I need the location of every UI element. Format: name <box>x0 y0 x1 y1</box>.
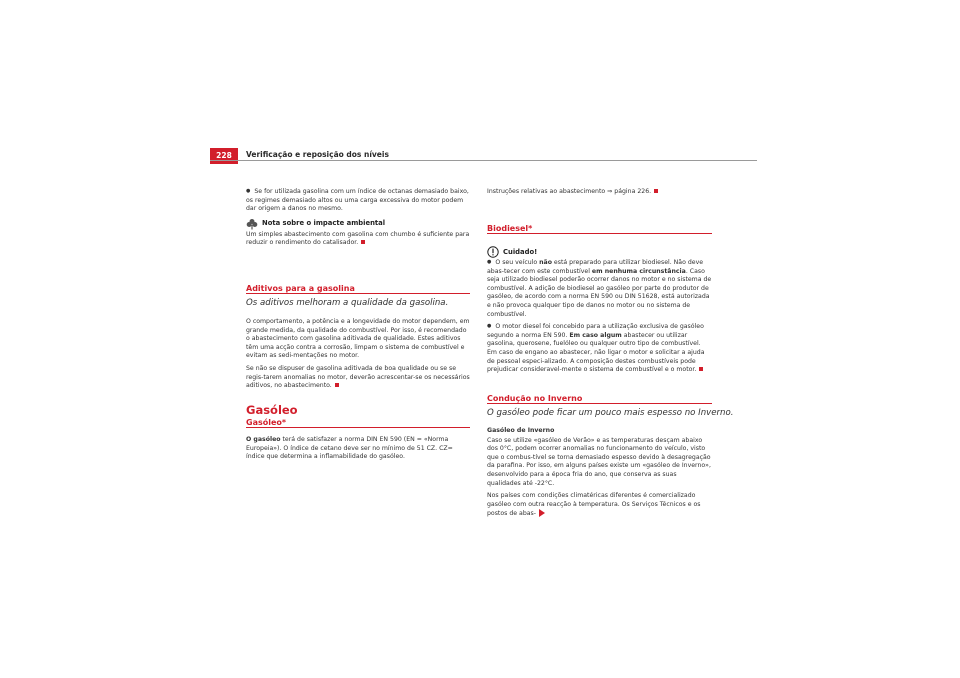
section-rule <box>487 233 712 234</box>
caution-bullet-2: ● O motor diesel foi concebido para a utilização exclusiva de gasóleo segundo a norma EN 590. Em caso algum abastecer ou utilizar gasolina, querosene, fuelóleo ou qualquer outro tipo de combustível. Em caso de engano ao abastecer, não ligar o motor e solicitar a ajuda de pessoal especi-alizado. A composição destes combustíveis pode prejudicar consideravel-mente o sistema de combustível e o motor. <box>487 323 712 375</box>
additives-body <box>246 318 470 395</box>
caution-bullet-1: ● O seu veículo não está preparado para utilizar biodiesel. Não deve abas-tecer com este combustível em nenhuma circunstância. Caso seja utilizado biodiesel poderão ocorrer danos no motor e no sistema de combustível. A adição de biodiesel ao gasóleo por parte do produtor de gasóleo, de acordo com a norma EN 590 ou DIN 51628, está autorizada e não provoca qualquer tipo de danos no motor ou no sistema de combustível. <box>487 259 712 319</box>
winter-subtitle: O gasóleo pode ficar um pouco mais espesso no Inverno. <box>487 408 734 418</box>
header-rule <box>210 160 757 161</box>
env-note-title: Nota sobre o impacte ambiental <box>262 219 386 228</box>
section-rule <box>246 293 470 294</box>
winter-title: Condução no Inverno <box>487 394 583 403</box>
caution-title: Cuidado! <box>503 247 538 256</box>
left-column <box>246 188 470 252</box>
caution-block <box>487 244 712 379</box>
additives-subtitle: Os aditivos melhoram a qualidade da gasolina. <box>246 298 449 308</box>
bullet-low-octane: ● Se for utilizada gasolina com um índice de octanas demasiado baixo, os regimes demasiado altos ou uma carga excessiva do motor podem dar origem a danos no mesmo. <box>246 188 470 214</box>
section-rule <box>487 403 712 404</box>
additives-title: Aditivos para a gasolina <box>246 284 355 293</box>
end-marker <box>361 240 365 244</box>
winter-body <box>487 427 712 523</box>
caution-exclamation-icon <box>487 246 499 258</box>
gasoleo-subtitle: Gasóleo* <box>246 418 287 427</box>
gasoleo-title: Gasóleo <box>246 403 298 417</box>
env-note-heading <box>246 218 470 230</box>
end-marker <box>335 383 339 387</box>
caution-heading <box>487 246 712 258</box>
biodiesel-title: Biodiesel* <box>487 224 533 233</box>
continue-arrow-icon <box>539 509 545 517</box>
environment-leaf-icon <box>246 218 258 230</box>
running-title: Verificação e reposição dos níveis <box>246 150 389 159</box>
additives-p1: O comportamento, a potência e a longevidade do motor dependem, em grande medida, da qualidade do combustível. Por isso, é recomendado o abastecimento com gasolina aditivada de qualidade. Estes aditivos têm uma acção contra a corrosão, limpam o sistema de combustível e evitam as sedi-mentações no motor. <box>246 318 470 360</box>
refuel-reference: Instruções relativas ao abastecimento ⇒ página 226. <box>487 188 712 201</box>
gasoleo-body <box>246 436 470 466</box>
end-marker <box>699 367 703 371</box>
winter-p2: Nos países com condições climatéricas diferentes é comercializado gasóleo com outra reacção à temperatura. Os Serviços Técnicos e os postos de abas- <box>487 492 701 518</box>
winter-p1: Caso se utilize «gasóleo de Verão» e as temperaturas desçam abaixo dos 0°C, podem ocorrer anomalias no funcionamento do veículo, visto que o combus-tível se torna demasiado espesso devido à desagregação da parafina. Por isso, em alguns países existe um «gasóleo de Inverno», desenvolvido para a época fria do ano, que conserva as suas qualidades até -22°C. <box>487 436 711 487</box>
env-note-text: Um simples abastecimento com gasolina com chumbo é suficiente para reduzir o rendimento do catalisador. <box>246 230 470 247</box>
page-number: 228 <box>210 148 238 164</box>
gasoleo-text: O gasóleo terá de satisfazer a norma DIN EN 590 (EN = «Norma Europeia»). O índice de cetano deve ser no mínimo de 51 CZ. CZ= índice que determina a inflamabilidade do gasóleo. <box>246 436 453 461</box>
section-rule <box>246 427 470 428</box>
end-marker <box>654 189 658 193</box>
winter-diesel-heading: Gasóleo de Inverno <box>487 427 555 434</box>
additives-p2: Se não se dispuser de gasolina aditivada de boa qualidade ou se se regis-tarem anomalias no motor, deverão acrescentar-se os necessários aditivos, no abastecimento. <box>246 364 470 390</box>
